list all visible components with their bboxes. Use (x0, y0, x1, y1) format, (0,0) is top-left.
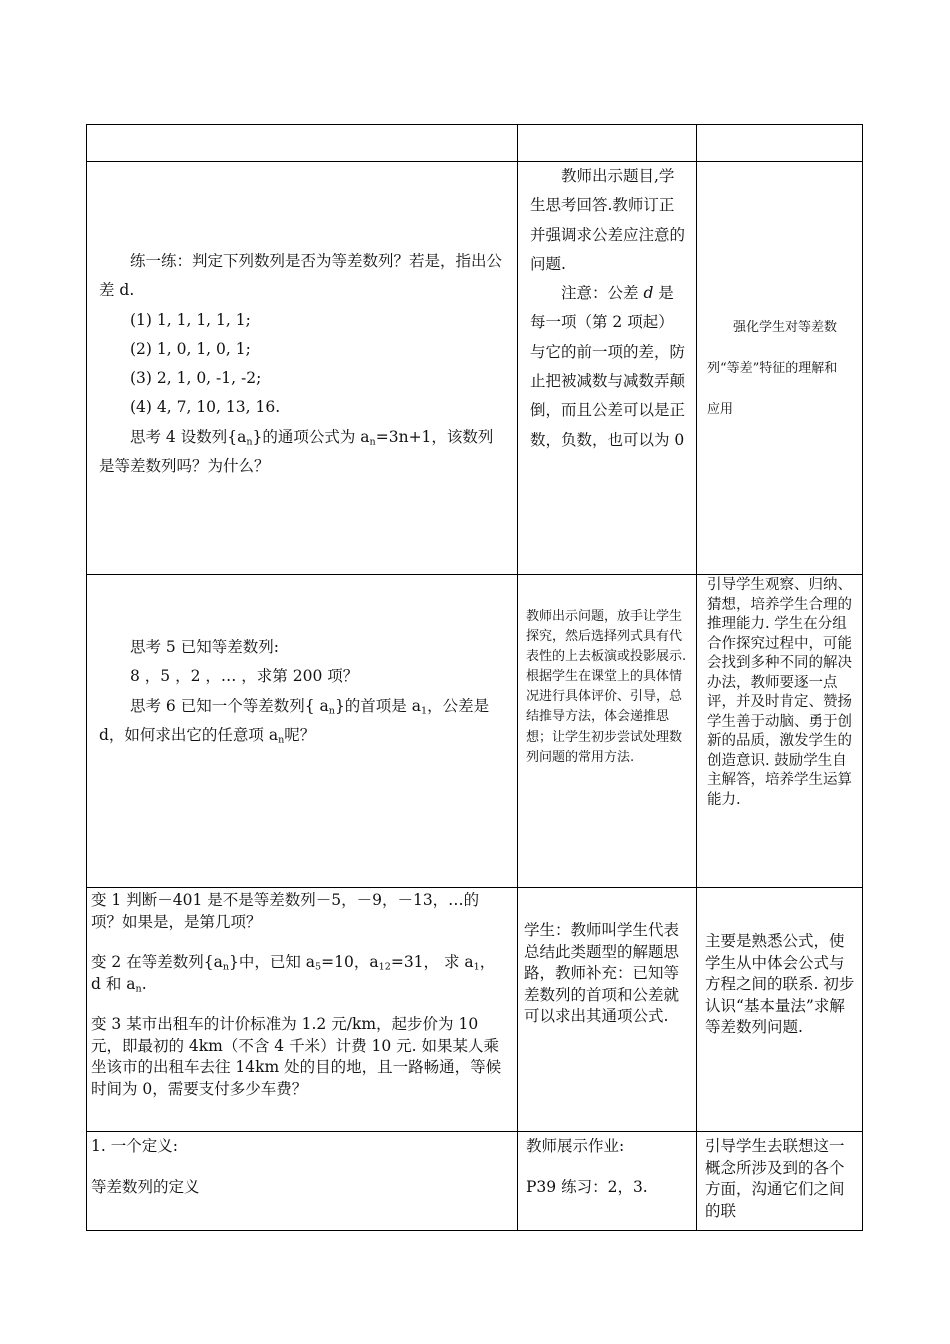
practice-intro: 练一练：判定下列数列是否为等差数列？若是，指出公差 d. (99, 252, 503, 300)
summary-row (87, 1132, 863, 1231)
think-6: 思考 6 已知一个等差数列{ $a_n$}的首项是 $a_1$，公差是 d，如何求出它的任意项 $a_n$呢？ (99, 696, 490, 746)
thinking-row (87, 575, 863, 888)
practice-content-cell (87, 162, 518, 575)
variation-1: 变 1 判断－401 是不是等差数列－5，－9，－13，…的项？如果是，是第几项？ (91, 891, 480, 931)
thinking-teacher-text: 教师出示问题，放手让学生探究，然后选择列式具有代表性的上去板演或投影展示. 根据学生在课堂上的具体情况进行具体评价、引导，总结推导方法，体会递推思想；让学生初步尝试处理数列问题的常用方法. (526, 609, 687, 765)
variation-purpose-cell (697, 888, 863, 1132)
think-4: 思考 4 设数列$\{a_n\}$的通项公式为 $a_n=3n+1$，该数列是等差数列吗？为什么？ (99, 427, 494, 476)
lesson-plan-table (86, 124, 863, 1231)
summary-purpose-text: 引导学生去联想这一概念所涉及到的各个方面，沟通它们之间的联 (705, 1137, 845, 1220)
practice-item-3: (3) 2, 1, 0, -1, -2; (130, 369, 262, 388)
thinking-teacher-cell (518, 575, 697, 888)
variation-teacher-text: 学生：教师叫学生代表总结此类题型的解题思路，教师补充：已知等差数列的首项和公差就可以求出其通项公式. (524, 921, 680, 1025)
variation-3: 变 3 某市出租车的计价标准为 1.2 元/km，起步价为 10 元，即最初的 4km（不含 4 千米）计费 10 元. 如果某人乘坐该市的出租车去往 14km 处的目的地，且一路畅通，等候时间为 0，需要支付多少车费？ (91, 1015, 502, 1098)
header-cell-1 (87, 125, 518, 162)
think-5: 思考 5 已知等差数列: (130, 638, 279, 656)
practice-teacher-cell (518, 162, 697, 575)
practice-purpose-cell (697, 162, 863, 575)
teacher-note: 注意：公差 d 是每一项（第 2 项起）与它的前一项的差，防止把被减数与减数弄颠倒，而且公差可以是正数，负数，也可以为 0 (530, 284, 686, 449)
summary-teacher-cell (518, 1132, 697, 1231)
practice-row (87, 162, 863, 575)
teacher-instruction: 教师出示题目,学生思考回答.教师订正并强调求公差应注意的问题. (530, 167, 686, 273)
variation-teacher-cell (518, 888, 697, 1132)
header-cell-3 (697, 125, 863, 162)
homework-label: 教师展示作业: (526, 1137, 625, 1155)
think-5-sequence: 8 ，5 ，2 ，… ，求第 200 项？ (130, 667, 359, 686)
thinking-purpose-cell (697, 575, 863, 888)
variation-purpose-text: 主要是熟悉公式，使学生从中体会公式与方程之间的联系. 初步认识“基本量法”求解等差数列问题. (705, 932, 855, 1036)
practice-item-2: (2) 1, 0, 1, 0, 1; (130, 339, 251, 358)
header-cell-2 (518, 125, 697, 162)
summary-line-2: 等差数列的定义 (91, 1177, 200, 1196)
summary-line-1: 1. 一个定义: (91, 1137, 178, 1155)
thinking-purpose-text: 引导学生观察、归纳、猜想，培养学生合理的推理能力. 学生在分组合作探究过程中，可能会找到多种不同的解决办法，教师要逐一点评，并及时肯定、赞扬学生善于动脑、勇于创新的品质，激发学生的创造意识. 鼓励学生自主解答，培养学生运算能力. (707, 577, 852, 808)
homework-text: P39 练习：2，3. (526, 1177, 648, 1196)
variation-2: 变 2 在等差数列$\{a_n\}$中，已知 $a_5=10$，$a_{12}=31$， 求 $a_1$，d 和 $a_n$. (91, 953, 496, 994)
summary-purpose-cell (697, 1132, 863, 1231)
summary-content-cell (87, 1132, 518, 1231)
variation-content-cell (87, 888, 518, 1132)
practice-item-4: (4) 4, 7, 10, 13, 16. (130, 398, 281, 417)
variation-row (87, 888, 863, 1132)
practice-item-1: (1) 1, 1, 1, 1, 1; (130, 310, 251, 329)
header-row (87, 125, 863, 162)
practice-purpose: 强化学生对等差数列“等差”特征的理解和应用 (707, 320, 838, 417)
thinking-content-cell (87, 575, 518, 888)
